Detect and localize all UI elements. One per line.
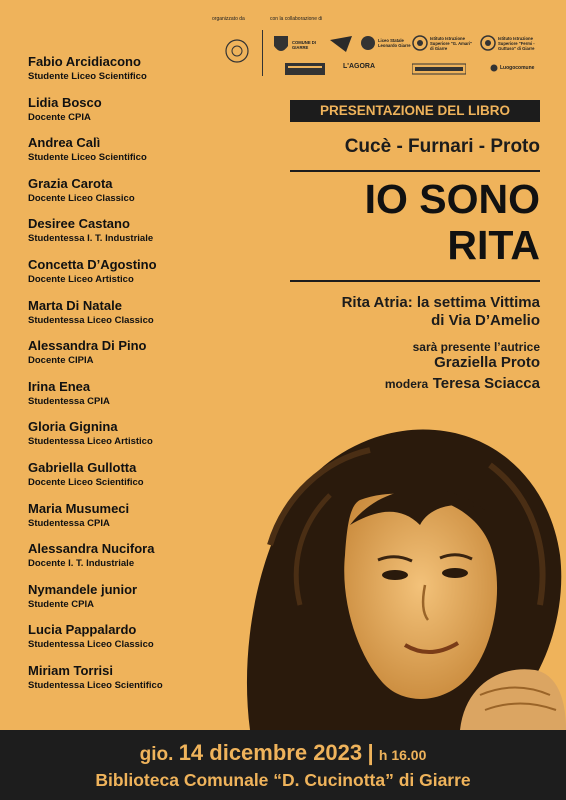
speaker-role: Studente Liceo Scientifico [28,71,147,82]
speaker-name: Alessandra Di Pino [28,338,147,354]
speaker-item [28,338,268,379]
logo-iis-amari: Istituto Istruzione Superiore "G. Amari" di Giarre [412,34,476,52]
event-date: 14 dicembre 2023 [178,740,363,765]
speaker-name: Alessandra Nucifora [28,541,155,557]
speaker-role: Studentessa Liceo Classico [28,314,154,326]
speaker-item [28,135,268,176]
event-day: gio. [139,744,174,765]
moderator-name: Teresa Sciacca [432,375,540,392]
sicily-icon [328,34,354,54]
speaker-role: Studentessa Liceo Scientifico [28,679,163,691]
datetime-separator: | [367,740,374,765]
speaker-name: Irina Enea [28,378,91,394]
title-rule-bottom [290,280,540,282]
speaker-role: Studentessa Liceo Artistico [28,436,153,448]
speaker-role: Studentessa CPIA [28,395,110,407]
event-footer [0,730,566,800]
cinecircolo-mark-icon [412,62,466,76]
speaker-role: Studente CPIA [28,598,94,610]
speaker-name: Nymandele junior [28,581,138,597]
speaker-name: Miriam Torrisi [28,662,114,678]
speaker-item [28,95,268,136]
speaker-name: Concetta D’Agostino [28,256,157,272]
articolo21-mark-icon [285,62,325,76]
book-title-line2: RITA [447,222,540,268]
speaker-name: Grazia Carota [28,175,113,191]
speaker-item [28,216,268,257]
rita-atria-portrait [230,405,566,730]
speaker-name: Lidia Bosco [28,94,102,110]
speaker-role: Studentessa I. T. Industriale [28,233,154,245]
speaker-name: Fabio Arcidiacono [28,54,141,69]
speaker-role: Docente Liceo Scientifico [28,476,144,488]
speaker-role: Docente CIPIA [28,355,94,367]
event-time: h 16.00 [378,747,427,763]
republic-emblem-icon-2 [480,34,496,52]
logo-iis-fermi: Istituto Istruzione Superiore "Fermi - Guttuso" di Giarre [480,34,544,52]
speaker-name: Marta Di Natale [28,297,122,313]
logo-liceo-leonardo: Liceo Statale Leonardo Giarre [360,34,414,52]
book-title-line1: IO SONO [364,176,540,222]
guests-block [385,340,540,393]
book-subtitle [342,294,540,330]
logo-comune-giarre: COMUNE DI GIARRE [272,34,320,56]
speaker-item [28,298,268,339]
speaker-name: Gloria Gignina [28,419,118,435]
book-authors: Cucè - Furnari - Proto [344,136,540,157]
event-type-banner: PRESENTAZIONE DEL LIBRO [290,100,540,122]
speaker-name: Desiree Castano [28,216,130,232]
speaker-role: Docente Liceo Artistico [28,273,134,285]
speaker-role: Docente CPIA [28,111,91,123]
logo-lagora: L'AGORA [343,63,375,70]
speaker-role: Studentessa Liceo Classico [28,639,154,651]
logo-luogocomune: Luogocomune [490,64,534,72]
speaker-name: Gabriella Gullotta [28,459,137,475]
luogocomune-dot-icon [490,64,498,72]
speaker-name: Lucia Pappalardo [28,622,137,638]
speaker-role: Docente Liceo Classico [28,192,135,204]
author-present: Graziella Proto [434,354,540,371]
logo-articolo21 [285,62,325,76]
collaboration-label: con la collaborazione di [270,16,323,22]
logo-cinecircolo [412,62,466,76]
crest-icon [272,34,290,56]
moderator-label: modera [384,377,429,391]
title-rule-top [290,170,540,172]
event-venue: Biblioteca Comunale “D. Cucinotta” di Giarre [95,770,471,790]
speaker-name: Maria Musumeci [28,500,130,516]
speaker-name: Andrea Calì [28,135,101,151]
book-subtitle-line1: Rita Atria: la settima Vittima [341,294,540,311]
emblem-icon [360,34,376,52]
speaker-role: Studentessa CPIA [28,517,110,529]
speaker-item [28,176,268,217]
speaker-role: Studente Liceo Scientifico [28,152,147,164]
logo-cpia [328,34,354,54]
republic-emblem-icon [412,34,428,52]
organized-by-label: organizzato da [212,16,245,22]
book-title [365,176,540,268]
speaker-item [28,257,268,298]
book-subtitle-line2: di Via D’Amelio [431,312,540,329]
speaker-role: Docente I. T. Industriale [28,558,135,570]
event-datetime [0,742,566,766]
speaker-item [28,54,268,95]
presence-label: sarà presente l’autrice [412,340,540,354]
